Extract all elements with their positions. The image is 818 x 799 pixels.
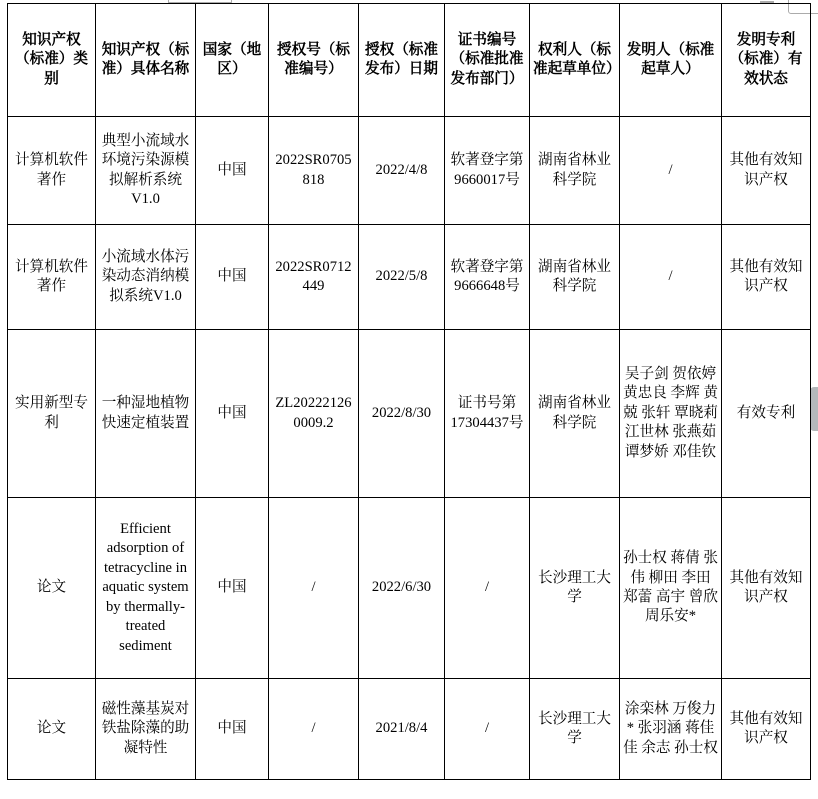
cell-inventors: 涂栾林 万俊力* 张羽涵 蒋佳佳 余志 孙士权 [620,679,722,780]
cell-country: 中国 [196,679,269,780]
cell-country: 中国 [196,225,269,330]
cell-ip-name: 磁性藻基炭对铁盐除藻的助凝特性 [96,679,196,780]
cell-certificate-number: 证书号第17304437号 [445,330,530,498]
table-row [8,117,811,225]
table-header-row [8,4,811,117]
cell-validity-status: 其他有效知识产权 [722,679,811,780]
column-header-ip-category: 知识产权（标准）类别 [8,4,96,117]
column-header-certificate-number: 证书编号（标准批准发布部门） [445,4,530,117]
cell-inventors: / [620,225,722,330]
table-row [8,498,811,679]
cell-validity-status: 其他有效知识产权 [722,225,811,330]
cell-country: 中国 [196,330,269,498]
cell-validity-status: 有效专利 [722,330,811,498]
cell-ip-category: 计算机软件著作 [8,225,96,330]
cell-ip-category: 计算机软件著作 [8,117,96,225]
column-header-grant-number: 授权号（标准编号） [269,4,359,117]
cell-rights-holder: 湖南省林业科学院 [530,225,620,330]
cell-certificate-number: 软著登字第9660017号 [445,117,530,225]
cell-grant-number: 2022SR0712449 [269,225,359,330]
cell-ip-name: Efficient adsorption of tetracycline in aquatic system by thermally-treated sediment [96,498,196,679]
cell-validity-status: 其他有效知识产权 [722,117,811,225]
cell-ip-name: 一种湿地植物快速定植装置 [96,330,196,498]
cell-grant-date: 2022/6/30 [359,498,445,679]
table-row [8,225,811,330]
cell-country: 中国 [196,117,269,225]
cell-validity-status: 其他有效知识产权 [722,498,811,679]
cell-grant-date: 2022/8/30 [359,330,445,498]
cell-grant-date: 2022/5/8 [359,225,445,330]
column-header-country: 国家（地区） [196,4,269,117]
cell-grant-number: 2022SR0705818 [269,117,359,225]
cell-country: 中国 [196,498,269,679]
cell-grant-number: ZL202221260009.2 [269,330,359,498]
cell-certificate-number: / [445,679,530,780]
cell-inventors: 孙士权 蒋倩 张伟 柳田 李田 郑蕾 高宇 曾欣 周乐安* [620,498,722,679]
column-header-validity-status: 发明专利（标准）有效状态 [722,4,811,117]
cell-grant-number: / [269,498,359,679]
column-header-grant-date: 授权（标准发布）日期 [359,4,445,117]
cell-rights-holder: 湖南省林业科学院 [530,330,620,498]
cell-grant-date: 2021/8/4 [359,679,445,780]
cell-rights-holder: 湖南省林业科学院 [530,117,620,225]
cell-certificate-number: / [445,498,530,679]
cell-rights-holder: 长沙理工大学 [530,498,620,679]
ip-standards-table [7,3,811,780]
scrollbar-thumb[interactable] [810,387,818,431]
cell-ip-category: 论文 [8,498,96,679]
cell-grant-date: 2022/4/8 [359,117,445,225]
cell-ip-name: 小流域水体污染动态消纳模拟系统V1.0 [96,225,196,330]
cell-ip-category: 论文 [8,679,96,780]
cell-certificate-number: 软著登字第9666648号 [445,225,530,330]
cell-grant-number: / [269,679,359,780]
table-row [8,679,811,780]
column-header-rights-holder: 权利人（标准起草单位） [530,4,620,117]
cell-inventors: / [620,117,722,225]
column-header-ip-name: 知识产权（标准）具体名称 [96,4,196,117]
column-header-inventors: 发明人（标准起草人） [620,4,722,117]
cell-inventors: 吴子剑 贺依婷 黄忠良 李辉 黄兢 张轩 覃晓莉 江世林 张燕茹 谭梦娇 邓佳钦 [620,330,722,498]
cell-ip-category: 实用新型专利 [8,330,96,498]
table-row [8,330,811,498]
cell-rights-holder: 长沙理工大学 [530,679,620,780]
cell-ip-name: 典型小流域水环境污染源模拟解析系统V1.0 [96,117,196,225]
